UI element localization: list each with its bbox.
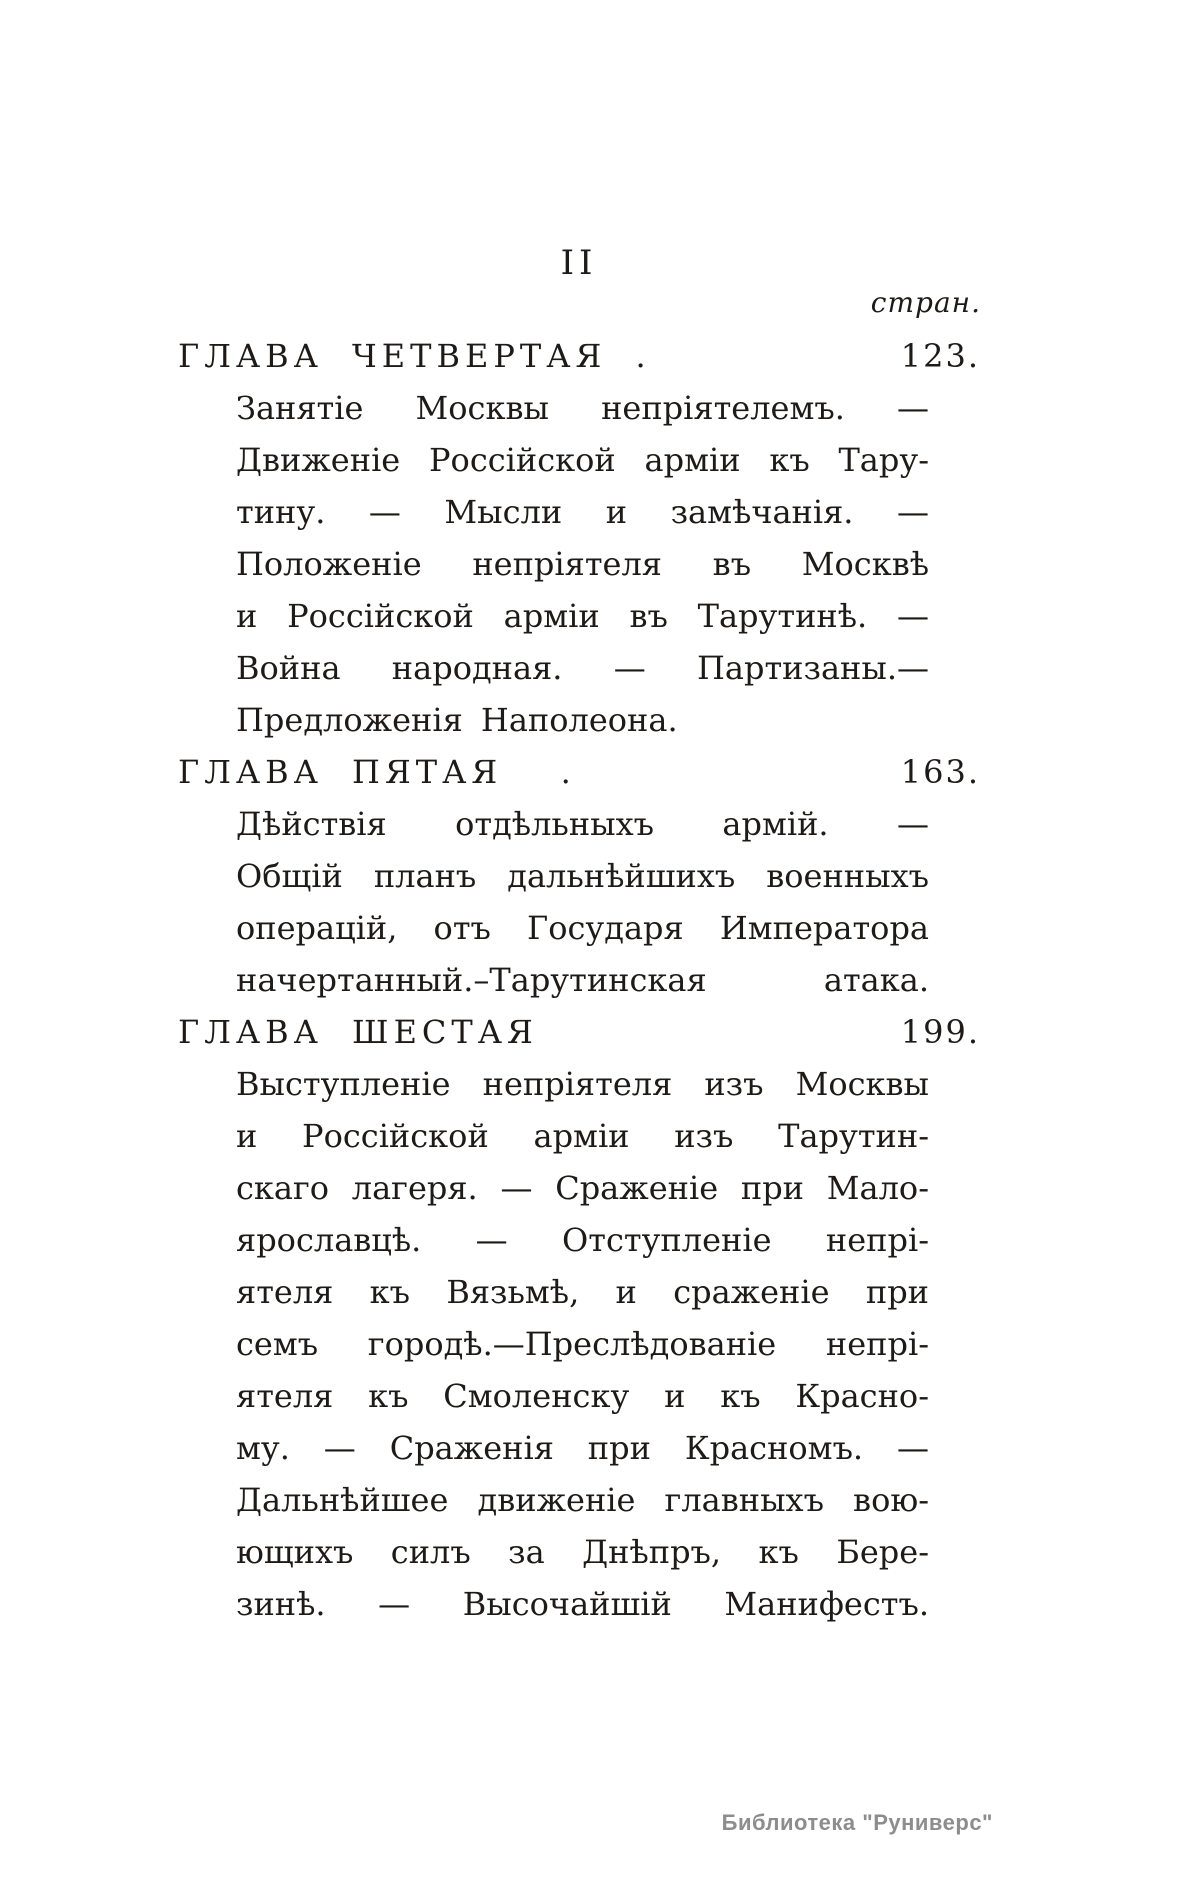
chapter-title: ГЛАВА ПЯТАЯ .	[178, 753, 576, 791]
toc-entry-chapter-6	[178, 1006, 980, 1630]
toc-line: ющихъ силъ за Днѣпръ, къ Бере-	[236, 1533, 929, 1571]
toc-line: Дѣйствія отдѣльныхъ армій. —	[236, 805, 929, 843]
toc-line: ятеля къ Смоленску и къ Красно-	[236, 1377, 929, 1415]
toc-line: операцій, отъ Государя Императора	[236, 909, 929, 947]
toc-line: Предложенія Наполеона.	[236, 701, 678, 739]
chapter-heading-row	[178, 746, 980, 798]
toc-line: ярославцѣ. — Отступленіе непрі-	[236, 1221, 929, 1259]
toc-entry-chapter-5	[178, 746, 980, 1006]
chapter-title: ГЛАВА ЧЕТВЕРТАЯ .	[178, 337, 651, 375]
toc-line: скаго лагеря. — Сраженіе при Мало-	[236, 1169, 929, 1207]
toc-line: и Россійской арміи изъ Тарутин-	[236, 1117, 929, 1155]
chapter-page-number: 199.	[900, 1013, 980, 1051]
chapter-page-number: 163.	[900, 753, 980, 791]
toc-line: Выступленіе непріятеля изъ Москвы	[236, 1065, 929, 1103]
chapter-title: ГЛАВА ШЕСТАЯ	[178, 1013, 538, 1051]
toc-line: Положеніе непріятеля въ Москвѣ	[236, 545, 929, 583]
toc-line: Движеніе Россійской арміи къ Тару-	[236, 441, 929, 479]
toc-entry-chapter-4	[178, 330, 980, 746]
chapter-heading-row	[178, 1006, 980, 1058]
toc-line: семъ городѣ.—Преслѣдованіе непрі-	[236, 1325, 929, 1363]
toc-line: зинѣ. — Высочайшій Манифестъ.	[236, 1585, 929, 1623]
chapter-summary	[236, 382, 929, 746]
toc-line: Общій планъ дальнѣйшихъ военныхъ	[236, 857, 929, 895]
toc-line: и Россійской арміи въ Тарутинѣ. —	[236, 597, 929, 635]
toc-line: му. — Сраженія при Красномъ. —	[236, 1429, 929, 1467]
toc-line: тину. — Мысли и замѣчанія. —	[236, 493, 929, 531]
page-column-header: стран.	[870, 286, 981, 319]
toc-line: начертанный.–Тарутинская атака.	[236, 961, 929, 999]
toc-line: Война народная. — Партизаны.—	[236, 649, 929, 687]
chapter-heading-row	[178, 330, 980, 382]
chapter-page-number: 123.	[900, 337, 980, 375]
page-folio-number: II	[560, 243, 598, 283]
chapter-summary	[236, 1058, 929, 1630]
toc-line: Занятіе Москвы непріятелемъ. —	[236, 389, 929, 427]
toc-line: Дальнѣйшее движеніе главныхъ вою-	[236, 1481, 929, 1519]
toc-line: ятеля къ Вязьмѣ, и сраженіе при	[236, 1273, 929, 1311]
table-of-contents	[178, 330, 980, 1630]
chapter-summary	[236, 798, 929, 1006]
library-watermark: Библиотека "Руниверс"	[721, 1810, 993, 1835]
